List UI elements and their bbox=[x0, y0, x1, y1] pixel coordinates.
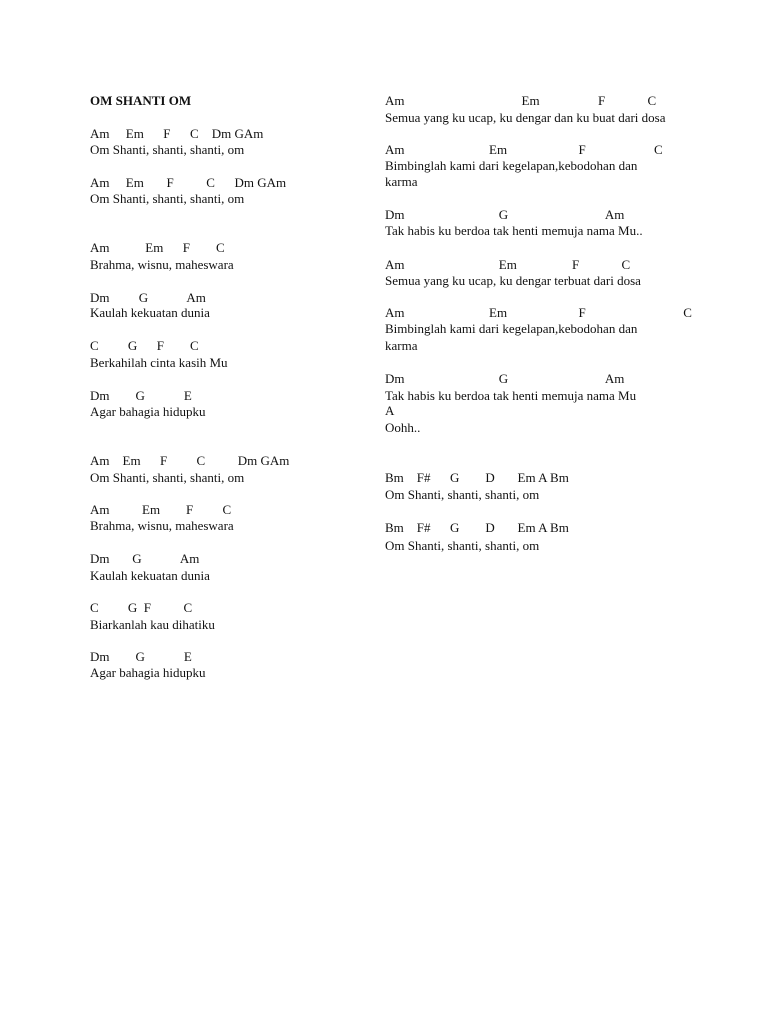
chord-line: Dm G Am bbox=[385, 207, 625, 222]
chord-line-continuation: A bbox=[385, 403, 395, 418]
lyric-line: Om Shanti, shanti, shanti, om bbox=[90, 470, 245, 485]
lyric-line: Tak habis ku berdoa tak henti memuja nama Mu bbox=[385, 388, 637, 403]
lyric-line: Om Shanti, shanti, shanti, om bbox=[385, 487, 540, 502]
lyric-line: Tak habis ku berdoa tak henti memuja nama Mu.. bbox=[385, 223, 643, 238]
chord-line: Dm G Am bbox=[90, 551, 200, 566]
lyric-line: Kaulah kekuatan dunia bbox=[90, 305, 210, 320]
chord-line: Am Em F C Dm GAm bbox=[90, 126, 264, 141]
lyric-line: Om Shanti, shanti, shanti, om bbox=[385, 538, 540, 553]
lyric-line: Brahma, wisnu, maheswara bbox=[90, 518, 234, 533]
chord-line: Am Em F C bbox=[385, 305, 692, 320]
chord-line: Am Em F C bbox=[385, 93, 657, 108]
chord-line: Am Em F C bbox=[385, 142, 663, 157]
lyric-line-continuation: karma bbox=[385, 174, 418, 189]
chord-line: Dm G Am bbox=[90, 290, 206, 305]
chord-line: Dm G Am bbox=[385, 371, 625, 386]
chord-line: Bm F# G D Em A Bm bbox=[385, 470, 569, 485]
lyric-line: Om Shanti, shanti, shanti, om bbox=[90, 142, 245, 157]
chord-line: Am Em F C bbox=[90, 502, 232, 517]
chord-line: C G F C bbox=[90, 600, 193, 615]
lyric-line-continuation: Oohh.. bbox=[385, 420, 421, 435]
lyric-line: Semua yang ku ucap, ku dengar dan ku buat dari dosa bbox=[385, 110, 666, 125]
lyric-line: Bimbinglah kami dari kegelapan,kebodohan dan bbox=[385, 158, 638, 173]
lyric-line: Biarkanlah kau dihatiku bbox=[90, 617, 215, 632]
lyric-line: Berkahilah cinta kasih Mu bbox=[90, 355, 228, 370]
chord-line: C G F C bbox=[90, 338, 199, 353]
lyric-line: Bimbinglah kami dari kegelapan,kebodohan dan bbox=[385, 321, 638, 336]
lyric-line: Brahma, wisnu, maheswara bbox=[90, 257, 234, 272]
lyric-line-continuation: karma bbox=[385, 338, 418, 353]
chord-line: Dm G E bbox=[90, 388, 192, 403]
chord-line: Am Em F C bbox=[90, 240, 225, 255]
lyric-line: Semua yang ku ucap, ku dengar terbuat dari dosa bbox=[385, 273, 641, 288]
lyric-line: Agar bahagia hidupku bbox=[90, 665, 206, 680]
chord-line: Bm F# G D Em A Bm bbox=[385, 520, 569, 535]
chord-line: Am Em F C bbox=[385, 257, 631, 272]
lyric-line: Kaulah kekuatan dunia bbox=[90, 568, 210, 583]
lyric-line: Om Shanti, shanti, shanti, om bbox=[90, 191, 245, 206]
lyric-line: Agar bahagia hidupku bbox=[90, 404, 206, 419]
chord-line: Dm G E bbox=[90, 649, 192, 664]
chord-line: Am Em F C Dm GAm bbox=[90, 453, 290, 468]
song-title: OM SHANTI OM bbox=[90, 93, 192, 108]
chord-line: Am Em F C Dm GAm bbox=[90, 175, 287, 190]
